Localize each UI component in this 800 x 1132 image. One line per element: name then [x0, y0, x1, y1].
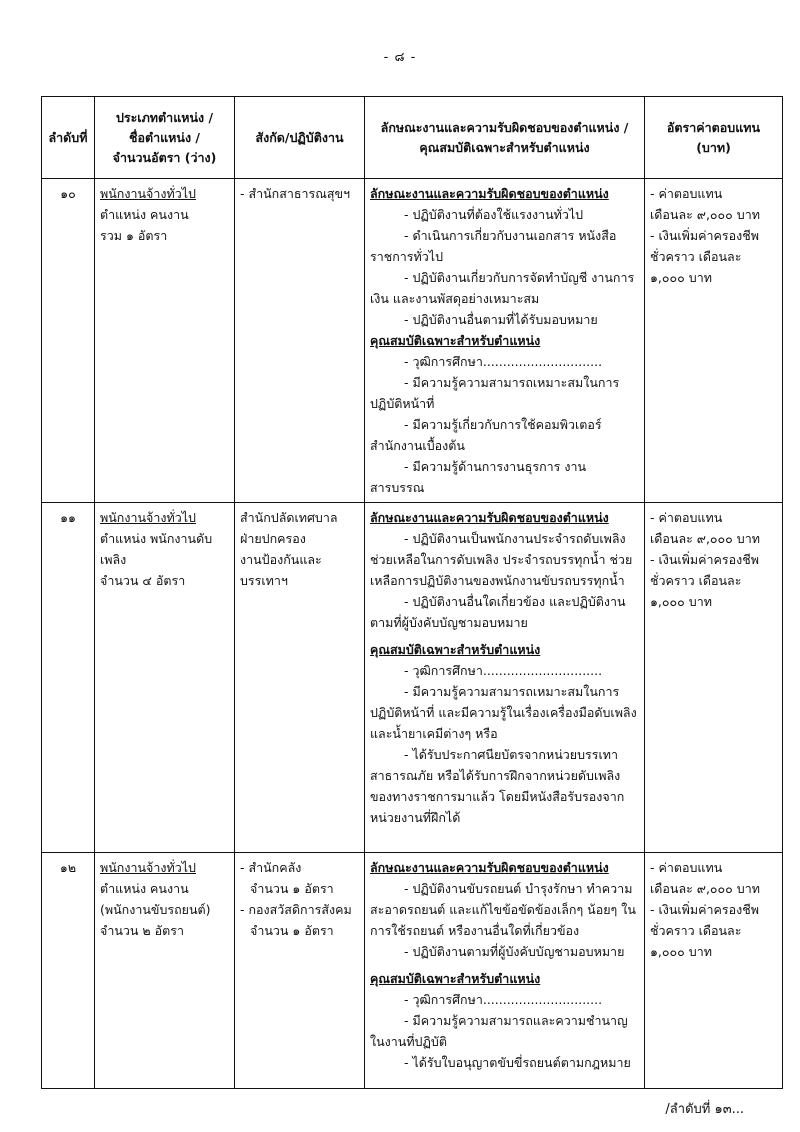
header-rate-line: (บาท): [696, 139, 731, 155]
row-duties: [365, 179, 645, 503]
duty-item: - ปฏิบัติงานตามที่ผู้บังคับบัญชามอบหมาย: [404, 944, 625, 959]
header-position-line: จำนวนอัตรา (ว่าง): [112, 149, 217, 165]
header-unit: สังกัด/ปฏิบัติงาน: [235, 97, 365, 179]
row-position: [95, 503, 235, 853]
position-line: (พนักงานขับรถยนต์): [100, 902, 211, 917]
unit-line: - สำนักสาธารณสุขฯ: [240, 186, 351, 201]
row-seq: ๑๐: [42, 179, 95, 503]
rate-line: ๑,๐๐๐ บาท: [650, 594, 712, 609]
unit-line: จำนวน ๑ อัตรา: [250, 923, 334, 938]
qual-item: - ได้รับใบอนุญาตขับขี่รถยนต์ตามกฎหมาย: [404, 1055, 631, 1070]
header-row: [42, 97, 783, 179]
qual-item: - มีความรู้เกี่ยวกับการใช้คอมพิวเตอร์สำนักงานเบื้องต้น: [370, 417, 602, 453]
header-duties-line: ลักษณะงานและความรับผิดชอบของตำแหน่ง /: [380, 119, 629, 135]
rate-line: - ค่าตอบแทน: [650, 860, 723, 875]
header-position: [95, 97, 235, 179]
rate-line: ๑,๐๐๐ บาท: [650, 270, 712, 285]
position-type: พนักงานจ้างทั่วไป: [100, 186, 196, 201]
row-unit: [235, 853, 365, 1089]
qual-item: - วุฒิการศึกษา..............................: [404, 992, 603, 1007]
qual-title: คุณสมบัติเฉพาะสำหรับตำแหน่ง: [370, 642, 541, 657]
rate-line: ชั่วคราว เดือนละ: [650, 923, 742, 938]
duty-item: - ปฏิบัติงานขับรถยนต์ บำรุงรักษา ทำความสะอาดรถยนต์ และแก้ไขข้อขัดข้องเล็กๆ น้อยๆ ในการใช้รถยนต์ หรืองานอื่นใดที่เกี่ยวข้อง: [370, 881, 636, 938]
duty-title: ลักษณะงานและความรับผิดชอบของตำแหน่ง: [370, 510, 609, 525]
qual-item: - ได้รับประกาศนียบัตรจากหน่วยบรรเทาสาธารณภัย หรือได้รับการฝึกจากหน่วยดับเพลิงของทางราชการมาแล้ว โดยมีหนังสือรับรองจากหน่วยงานที่ฝึกได้: [370, 747, 625, 825]
rate-line: - เงินเพิ่มค่าครองชีพ: [650, 902, 759, 917]
unit-line: สำนักปลัดเทศบาล: [240, 510, 338, 525]
unit-line: - สำนักคลัง: [240, 860, 302, 875]
qual-item: - วุฒิการศึกษา..............................: [404, 354, 603, 369]
qual-item: - มีความรู้ความสามารถเหมาะสมในการปฏิบัติหน้าที่: [370, 375, 620, 411]
table-row: [42, 503, 783, 853]
duty-item: - ปฏิบัติงานเกี่ยวกับการจัดทำบัญชี งานการเงิน และงานพัสดุอย่างเหมาะสม: [370, 270, 635, 306]
qual-item: - มีความรู้ความสามารถและความชำนาญในงานที่ปฏิบัติ: [370, 1013, 628, 1049]
rate-line: - เงินเพิ่มค่าครองชีพ: [650, 552, 759, 567]
rate-line: - ค่าตอบแทน: [650, 510, 723, 525]
page-number: - ๘ -: [383, 50, 417, 65]
row-rate: [645, 853, 783, 1089]
qual-title: คุณสมบัติเฉพาะสำหรับตำแหน่ง: [370, 971, 541, 986]
continuation-note: /ลำดับที่ ๑๓...: [665, 1102, 744, 1117]
rate-line: เดือนละ ๙,๐๐๐ บาท: [650, 531, 760, 546]
row-position: [95, 179, 235, 503]
unit-line: - กองสวัสดิการสังคม: [240, 902, 352, 917]
header-position-line: ประเภทตำแหน่ง /: [115, 109, 214, 125]
rate-line: - เงินเพิ่มค่าครองชีพ: [650, 228, 759, 243]
position-line: รวม ๑ อัตรา: [100, 228, 168, 243]
qual-item: - มีความรู้ด้านการงานธุรการ งานสารบรรณ: [370, 459, 587, 495]
rate-line: เดือนละ ๙,๐๐๐ บาท: [650, 881, 760, 896]
position-line: จำนวน ๒ อัตรา: [100, 923, 184, 938]
duty-item: - ปฏิบัติงานที่ต้องใช้แรงงานทั่วไป: [404, 207, 584, 222]
unit-line: งานป้องกันและบรรเทาฯ: [240, 552, 322, 588]
qual-title: คุณสมบัติเฉพาะสำหรับตำแหน่ง: [370, 333, 541, 348]
position-line: จำนวน ๔ อัตรา: [100, 573, 186, 588]
unit-line: ฝ่ายปกครอง: [240, 531, 306, 546]
qual-item: - มีความรู้ความสามารถเหมาะสมในการปฏิบัติหน้าที่ และมีความรู้ในเรื่องเครื่องมือดับเพลิงและน้ำยาเคมีต่างๆ หรือ: [370, 684, 637, 741]
rate-line: ชั่วคราว เดือนละ: [650, 249, 742, 264]
header-seq: ลำดับที่: [42, 97, 95, 179]
duty-title: ลักษณะงานและความรับผิดชอบของตำแหน่ง: [370, 186, 609, 201]
row-duties: [365, 503, 645, 853]
header-position-line: ชื่อตำแหน่ง /: [129, 129, 200, 145]
position-type: พนักงานจ้างทั่วไป: [100, 510, 196, 525]
table-row: [42, 853, 783, 1089]
header-duties: [365, 97, 645, 179]
duty-item: - ดำเนินการเกี่ยวกับงานเอกสาร หนังสือราชการทั่วไป: [370, 228, 617, 264]
header-rate-line: อัตราค่าตอบแทน: [666, 119, 761, 135]
position-line: ตำแหน่ง คนงาน: [100, 881, 189, 896]
unit-line: จำนวน ๑ อัตรา: [250, 881, 334, 896]
row-unit: [235, 179, 365, 503]
row-seq: ๑๒: [42, 853, 95, 1089]
duty-item: - ปฏิบัติงานอื่นตามที่ได้รับมอบหมาย: [404, 312, 598, 327]
row-rate: [645, 179, 783, 503]
header-rate: [645, 97, 783, 179]
row-unit: [235, 503, 365, 853]
rate-line: - ค่าตอบแทน: [650, 186, 723, 201]
table-row: [42, 179, 783, 503]
duty-item: - ปฏิบัติงานเป็นพนักงานประจำรถดับเพลิง ช่วยเหลือในการดับเพลิง ประจำรถบรรทุกน้ำ ช่วยเหลือการปฏิบัติงานของพนักงานขับรถบรรทุกน้ำ: [370, 531, 633, 588]
row-rate: [645, 503, 783, 853]
row-duties: [365, 853, 645, 1089]
positions-table: [41, 96, 783, 1089]
row-seq: ๑๑: [42, 503, 95, 853]
duty-title: ลักษณะงานและความรับผิดชอบของตำแหน่ง: [370, 860, 609, 875]
position-line: ตำแหน่ง พนักงานดับเพลิง: [100, 531, 213, 567]
rate-line: เดือนละ ๙,๐๐๐ บาท: [650, 207, 760, 222]
position-type: พนักงานจ้างทั่วไป: [100, 860, 196, 875]
qual-item: - วุฒิการศึกษา..............................: [404, 663, 603, 678]
rate-line: ชั่วคราว เดือนละ: [650, 573, 742, 588]
position-line: ตำแหน่ง คนงาน: [100, 207, 189, 222]
row-position: [95, 853, 235, 1089]
header-duties-line: คุณสมบัติเฉพาะสำหรับตำแหน่ง: [419, 139, 590, 155]
rate-line: ๑,๐๐๐ บาท: [650, 944, 712, 959]
duty-item: - ปฏิบัติงานอื่นใดเกี่ยวข้อง และปฏิบัติงานตามที่ผู้บังคับบัญชามอบหมาย: [370, 594, 626, 630]
